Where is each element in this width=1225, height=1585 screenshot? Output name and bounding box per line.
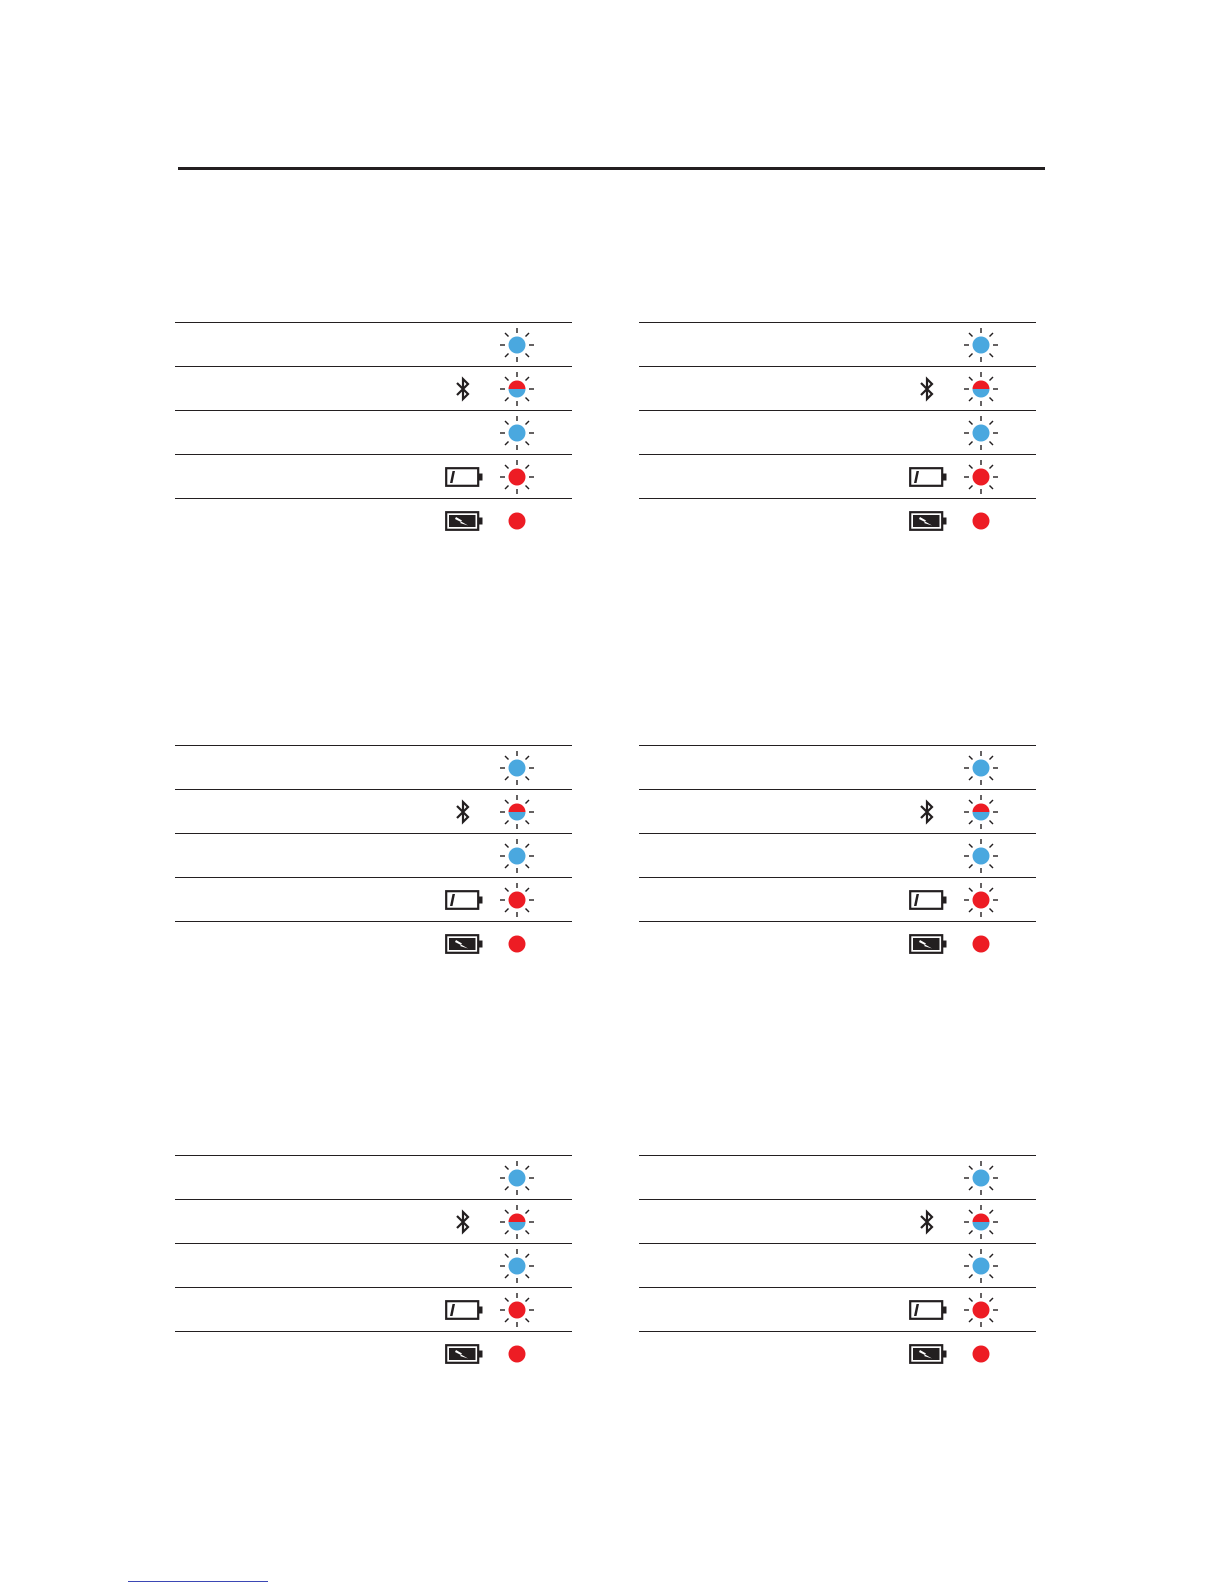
led-solid-red-icon	[499, 1336, 535, 1372]
led-flash-blue-icon	[963, 750, 999, 786]
led-flash-red-blue-icon	[963, 1204, 999, 1240]
bluetooth-icon	[453, 1208, 473, 1236]
led-flash-blue-icon	[963, 1160, 999, 1196]
panel-row	[639, 877, 1036, 921]
panel-row	[175, 366, 572, 410]
led-solid-red-icon	[499, 503, 535, 539]
panel-row	[639, 1199, 1036, 1243]
led-flash-red-icon	[963, 882, 999, 918]
panel-row	[175, 1199, 572, 1243]
led-flash-blue-icon	[963, 327, 999, 363]
panel-row	[639, 498, 1036, 542]
led-flash-blue-icon	[963, 415, 999, 451]
panel-row	[639, 745, 1036, 789]
footer-link-underline[interactable]	[128, 1581, 268, 1582]
panel-row	[175, 745, 572, 789]
bluetooth-icon	[453, 798, 473, 826]
led-flash-red-blue-icon	[499, 371, 535, 407]
led-panel-6	[639, 1155, 1036, 1375]
battery-low-icon	[445, 890, 483, 910]
led-solid-red-icon	[963, 926, 999, 962]
panel-row	[175, 410, 572, 454]
battery-charging-icon	[445, 934, 483, 954]
led-panel-1	[175, 322, 572, 542]
led-flash-red-blue-icon	[499, 794, 535, 830]
bluetooth-icon	[917, 798, 937, 826]
led-panel-4	[639, 745, 1036, 965]
panel-row	[175, 1331, 572, 1375]
bluetooth-icon	[453, 375, 473, 403]
panel-row	[175, 322, 572, 366]
led-flash-blue-icon	[963, 1248, 999, 1284]
panel-row	[175, 877, 572, 921]
battery-low-icon	[909, 467, 947, 487]
led-flash-blue-icon	[499, 1248, 535, 1284]
led-flash-red-icon	[499, 882, 535, 918]
panel-row	[639, 1331, 1036, 1375]
panel-row	[639, 454, 1036, 498]
bluetooth-icon	[917, 375, 937, 403]
panel-row	[639, 1155, 1036, 1199]
panel-row	[639, 322, 1036, 366]
page-header-rule	[178, 167, 1045, 170]
bluetooth-icon	[917, 1208, 937, 1236]
led-flash-red-icon	[499, 1292, 535, 1328]
led-flash-blue-icon	[499, 327, 535, 363]
led-solid-red-icon	[963, 1336, 999, 1372]
panel-row	[175, 1243, 572, 1287]
led-panel-3	[175, 745, 572, 965]
panel-row	[175, 454, 572, 498]
led-flash-blue-icon	[499, 750, 535, 786]
led-solid-red-icon	[499, 926, 535, 962]
panel-row	[175, 1155, 572, 1199]
panel-row	[639, 410, 1036, 454]
panel-row	[639, 789, 1036, 833]
led-flash-blue-icon	[499, 415, 535, 451]
battery-low-icon	[909, 890, 947, 910]
panel-row	[639, 833, 1036, 877]
led-flash-red-blue-icon	[963, 371, 999, 407]
battery-charging-icon	[445, 511, 483, 531]
led-flash-blue-icon	[499, 1160, 535, 1196]
panel-row	[639, 1287, 1036, 1331]
panel-row	[175, 833, 572, 877]
led-flash-red-icon	[963, 1292, 999, 1328]
led-flash-red-blue-icon	[499, 1204, 535, 1240]
battery-charging-icon	[909, 511, 947, 531]
panel-row	[175, 921, 572, 965]
panel-row	[175, 1287, 572, 1331]
panel-row	[175, 789, 572, 833]
led-flash-red-icon	[963, 459, 999, 495]
panel-row	[639, 1243, 1036, 1287]
panel-row	[639, 921, 1036, 965]
led-flash-red-icon	[499, 459, 535, 495]
battery-low-icon	[445, 467, 483, 487]
battery-low-icon	[445, 1300, 483, 1320]
battery-low-icon	[909, 1300, 947, 1320]
led-solid-red-icon	[963, 503, 999, 539]
battery-charging-icon	[909, 1344, 947, 1364]
led-flash-blue-icon	[963, 838, 999, 874]
battery-charging-icon	[909, 934, 947, 954]
led-panel-5	[175, 1155, 572, 1375]
led-flash-red-blue-icon	[963, 794, 999, 830]
panel-row	[175, 498, 572, 542]
led-panel-2	[639, 322, 1036, 542]
led-flash-blue-icon	[499, 838, 535, 874]
battery-charging-icon	[445, 1344, 483, 1364]
panel-row	[639, 366, 1036, 410]
